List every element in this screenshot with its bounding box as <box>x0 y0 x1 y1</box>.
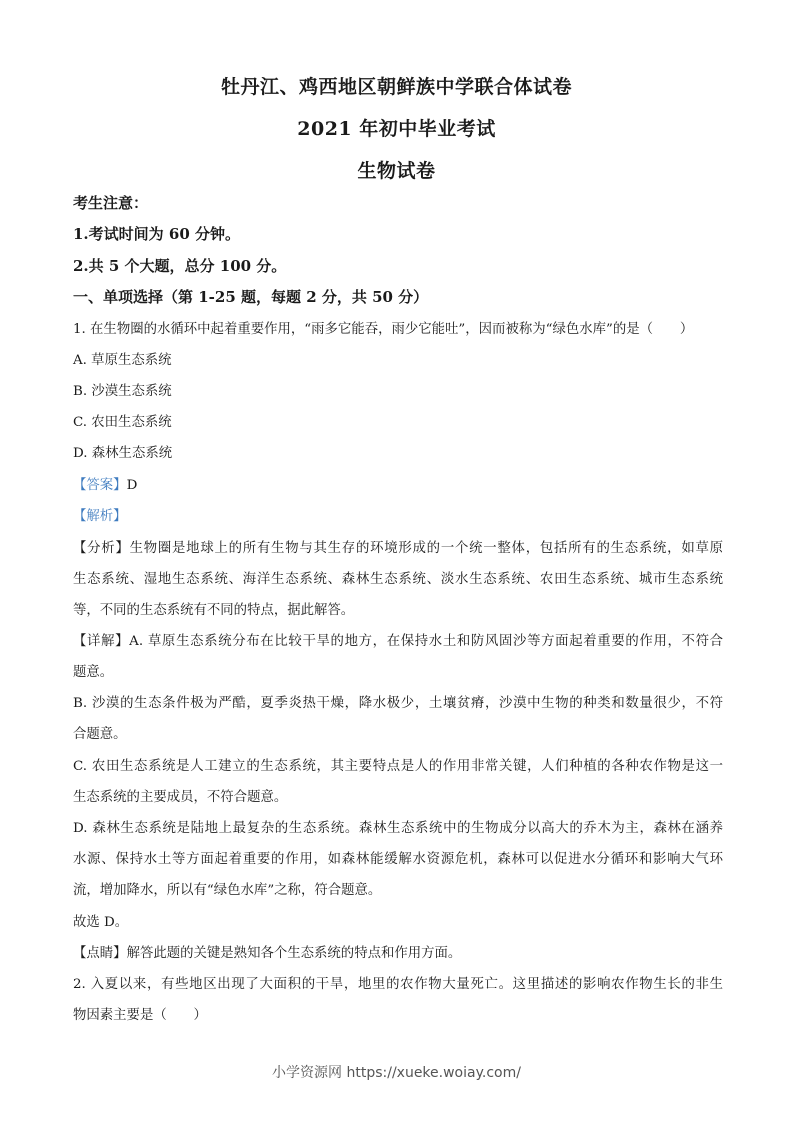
fenxi-line-3: 等，不同的生态系统有不同的特点，据此解答。 <box>73 603 355 618</box>
xiangjie-b-line-1: B. 沙漠的生态条件极为严酷，夏季炎热干燥，降水极少，土壤贫瘠，沙漠中生物的种类和数量很少，不符 <box>73 696 723 711</box>
exam-subtitle: 2021 年初中毕业考试 <box>297 118 496 140</box>
xiangjie-c-line-2: 生态系统的主要成员，不符合题意。 <box>73 790 288 805</box>
answer-tag: 【答案】 <box>73 478 127 493</box>
xiangjie-b-line-2: 合题意。 <box>73 727 127 742</box>
xiangjie-tag: 【详解】 <box>73 634 130 649</box>
conclusion: 故选 D。 <box>73 915 129 930</box>
analysis-tag: 【解析】 <box>73 509 127 524</box>
fenxi-line-2: 生态系统、湿地生态系统、海洋生态系统、森林生态系统、淡水生态系统、农田生态系统、城市生态系统 <box>73 572 723 587</box>
question-1-stem: 1. 在生物圈的水循环中起着重要作用，“雨多它能吞，雨少它能吐”，因而被称为“绿色水库”的是（ ） <box>73 322 694 337</box>
question-1-option-a: A. 草原生态系统 <box>73 353 172 368</box>
notice-item-2: 2.共 5 个大题，总分 100 分。 <box>73 257 287 275</box>
question-1-option-d: D. 森林生态系统 <box>73 446 173 461</box>
notice-heading: 考生注意： <box>73 194 149 212</box>
fenxi-tag: 【分析】 <box>73 541 130 556</box>
xiangjie-c-line-1: C. 农田生态系统是人工建立的生态系统，其主要特点是人的作用非常关键，人们种植的各种农作物是这一 <box>73 759 723 774</box>
fenxi-text: 生物圈是地球上的所有生物与其生存的环境形成的一个统一整体，包括所有的生态系统，如草原 <box>129 541 724 556</box>
section-heading: 一、单项选择（第 1-25 题，每题 2 分，共 50 分） <box>73 288 429 306</box>
question-1-option-c: C. 农田生态系统 <box>73 415 172 430</box>
dianjing-row <box>73 942 461 961</box>
xiangjie-d-line-1: D. 森林生态系统是陆地上最复杂的生态系统。森林生态系统中的生物成分以高大的乔木为主，森林在涵养 <box>73 821 723 836</box>
xiangjie-d-line-2: 水源、保持水土等方面起着重要的作用，如森林能缓解水资源危机，森林可以促进水分循环和影响大气环 <box>73 852 723 867</box>
notice-item-1: 1.考试时间为 60 分钟。 <box>73 225 240 243</box>
question-2-stem-line-2: 物因素主要是（ ） <box>73 1008 207 1023</box>
exam-title: 牡丹江、鸡西地区朝鲜族中学联合体试卷 <box>220 76 572 98</box>
xiangjie-a-line-2: 题意。 <box>73 665 114 680</box>
fenxi-line-1 <box>73 537 723 556</box>
dianjing-tag: 【点睛】 <box>73 946 127 961</box>
answer-row <box>73 474 137 493</box>
subject-title: 生物试卷 <box>357 160 436 182</box>
xiangjie-a-line-1 <box>73 630 723 649</box>
question-2-stem-line-1: 2. 入夏以来，有些地区出现了大面积的干旱，地里的农作物大量死亡。这里描述的影响农作物生长的非生 <box>73 977 723 992</box>
dianjing-text: 解答此题的关键是熟知各个生态系统的特点和作用方面。 <box>126 946 462 961</box>
xiangjie-a-text: A. 草原生态系统分布在比较干旱的地方，在保持水土和防风固沙等方面起着重要的作用，不符合 <box>129 634 724 649</box>
analysis-row <box>73 505 127 524</box>
answer-value: D <box>126 478 138 493</box>
watermark-footer: 小学资源网 https://xueke.woiay.com/ <box>272 1065 521 1081</box>
xiangjie-d-line-3: 流，增加降水，所以有“绿色水库”之称，符合题意。 <box>73 883 382 898</box>
question-1-option-b: B. 沙漠生态系统 <box>73 384 172 399</box>
